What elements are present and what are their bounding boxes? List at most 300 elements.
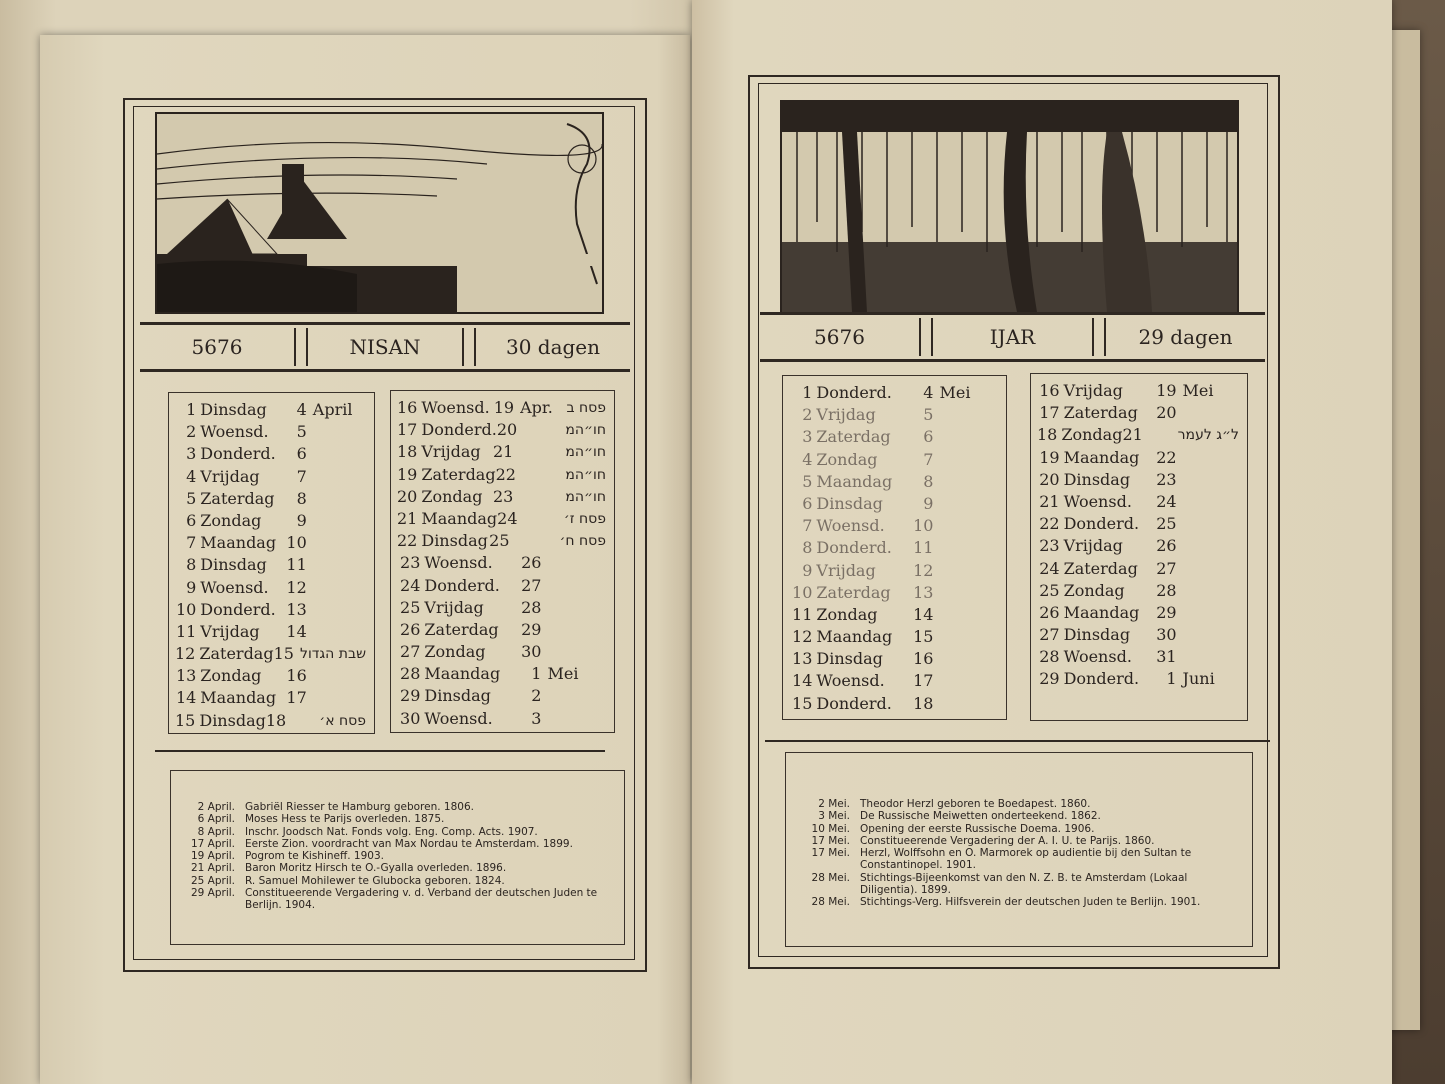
civil-month [1177,646,1239,668]
civil-month [1177,558,1239,580]
day-row [175,443,374,465]
hebrew-note: פסח ח׳ [559,533,606,550]
weekday: Donderd. [200,599,276,619]
day-number: 18 [397,442,418,462]
hebrew-note [606,575,614,597]
civil-date: 16 [913,649,934,669]
illustration-pyramids [155,112,604,314]
header-divider [1092,318,1106,356]
civil-date: 22 [495,464,516,484]
civil-month [1177,602,1239,624]
civil-month [933,626,998,648]
day-row [175,510,374,532]
civil-date: 17 [913,671,934,691]
civil-date: 23 [1156,469,1177,489]
hebrew-note [1239,513,1247,535]
civil-month [1177,580,1239,602]
civil-date: 23 [493,486,514,506]
day-row [1037,447,1247,469]
day-row [397,663,614,685]
civil-date: 12 [913,560,934,580]
civil-month [541,641,606,663]
weekday: Dinsdag [200,400,267,419]
hebrew-note [1239,624,1247,646]
civil-date: 4 [923,383,934,402]
pyramids-icon [157,114,602,312]
day-number: 25 [1039,580,1060,600]
civil-month [307,421,366,443]
day-number: 12 [792,627,813,647]
day-row [1037,513,1247,535]
day-row [397,575,614,597]
month-header-nisan [140,322,630,372]
day-number: 14 [175,688,197,708]
event-date: 17 Mei. [811,847,850,860]
day-number: 28 [400,664,421,684]
day-row [175,554,374,576]
civil-month [933,404,998,426]
event-date: 29 April. [190,887,235,900]
civil-date: 18 [913,693,934,713]
civil-month [933,426,998,448]
event-row [179,862,616,874]
hebrew-note [1239,602,1247,624]
nisan-events [170,770,625,945]
day-number: 4 [186,466,197,486]
header-divider [462,328,476,366]
civil-date: 26 [521,553,542,573]
weekday: Donderd. [816,383,892,402]
day-row [789,670,1006,692]
weekday: Maandag [421,508,498,528]
hebrew-note [366,399,374,421]
day-number: 9 [186,577,197,597]
civil-month [541,552,606,574]
weekday: Zondag [816,449,878,469]
hebrew-note [606,641,614,663]
day-number: 25 [400,597,421,617]
event-date: 17 Mei. [811,834,850,847]
day-number: 29 [1039,669,1060,689]
civil-month [933,537,998,559]
day-row [175,687,374,709]
hebrew-note [366,488,374,510]
day-number: 29 [400,686,421,706]
weekday: Woensd. [816,516,885,536]
civil-date: 29 [1156,602,1177,622]
hebrew-note [1239,535,1247,557]
civil-date: 15 [913,627,934,647]
civil-date: 29 [521,619,542,639]
weekday: Zondag [1063,580,1125,600]
civil-month [933,471,998,493]
day-row [789,604,1006,626]
day-number: 22 [1039,514,1060,534]
civil-date: 20 [496,420,518,440]
civil-date: 10 [286,533,307,553]
day-number: 10 [175,599,197,619]
hebrew-note: ל״ג לעמר [1177,427,1239,444]
day-row [175,532,374,554]
event-date: 2 Mei. [818,798,850,810]
hebrew-note [366,577,374,599]
day-row [1037,624,1247,646]
divider-line [765,740,1270,742]
civil-month [1177,535,1239,557]
civil-month [307,466,366,488]
civil-month: April [312,400,353,419]
civil-date: 6 [296,444,307,464]
weekday: Zaterdag [816,582,891,602]
year-label: 5676 [191,335,243,359]
day-row [397,441,614,463]
event-row [179,813,616,825]
day-number: 18 [1037,425,1058,445]
day-row [1037,380,1247,402]
weekday: Donderd. [816,538,892,558]
day-number: 5 [186,488,197,508]
hebrew-note [366,621,374,643]
weekday: Vrijdag [421,442,481,462]
day-row [175,399,374,421]
civil-date: 19 [1156,381,1177,400]
day-row [1037,558,1247,580]
weekday: Vrijdag [816,405,876,425]
event-row [794,823,1244,835]
civil-date: 24 [497,508,518,528]
day-row [175,577,374,599]
civil-date: 3 [531,708,542,728]
weekday: Maandag [1063,602,1140,622]
hebrew-note [1239,491,1247,513]
weekday: Maandag [424,664,501,684]
civil-month [541,708,606,730]
weekday: Woensd. [1063,647,1132,667]
event-text: Pogrom te Kishineff. 1903. [245,850,384,863]
event-text: Stichtings-Bijeenkomst van den N. Z. B. te Amsterdam (Lokaal Diligentia). 1899. [860,871,1188,897]
civil-month [513,486,565,508]
event-text: Opening der eerste Russische Doema. 1906. [860,822,1095,835]
day-row [789,626,1006,648]
civil-date: 8 [923,471,934,491]
day-number: 27 [1039,625,1060,645]
civil-date: 25 [1156,514,1177,534]
civil-month [307,532,366,554]
weekday: Zondag [424,642,486,662]
weekday: Woensd. [200,422,269,442]
weekday: Zaterdag [816,427,891,447]
civil-month [933,604,998,626]
event-row [794,798,1244,810]
weekday: Dinsdag [199,710,266,730]
day-row [397,552,614,574]
hebrew-note [366,532,374,554]
civil-date: 15 [273,644,294,664]
civil-month: Mei [547,664,579,684]
hebrew-note [606,619,614,641]
day-number: 4 [802,449,813,469]
event-date: 2 April. [197,801,235,813]
ijar-days-col1 [782,375,1007,720]
civil-date: 27 [1156,558,1177,578]
weekday: Zondag [421,486,483,506]
day-number: 2 [186,422,197,442]
civil-date: 20 [1156,403,1177,423]
day-row [1037,646,1247,668]
day-row [175,710,374,732]
civil-date: 9 [296,510,307,530]
civil-date: 5 [923,405,934,425]
hebrew-note: חו״המ [565,466,606,483]
nisan-days-col1 [168,392,375,734]
day-row [789,404,1006,426]
civil-date: 18 [265,710,287,730]
weekday: Dinsdag [816,649,883,669]
day-number: 11 [792,604,813,624]
willow-trees-icon [782,102,1237,312]
hebrew-note: חו״המ [565,444,606,461]
day-number: 7 [802,516,813,536]
hebrew-note [606,552,614,574]
civil-date: 19 [493,398,515,417]
day-row [397,397,614,419]
event-date: 28 Mei. [811,871,850,884]
civil-month [307,554,366,576]
civil-date: 13 [286,599,307,619]
hebrew-note [366,466,374,488]
day-number: 26 [400,619,421,639]
day-number: 14 [792,671,813,691]
hebrew-note [998,471,1006,493]
day-number: 3 [186,444,197,464]
day-number: 19 [397,464,418,484]
weekday: Zaterdag [199,644,274,664]
weekday: Dinsdag [1063,469,1131,489]
hebrew-note: פסח ז׳ [563,510,606,527]
day-number: 27 [400,642,421,662]
weekday: Vrijdag [200,466,260,486]
day-number: 30 [400,708,421,728]
day-number: 22 [397,531,418,551]
event-text: Herzl, Wolffsohn en O. Marmorek op audientie bij den Sultan te Constantinopel. 1901. [860,847,1192,872]
weekday: Dinsdag [421,531,488,551]
hebrew-note [1239,469,1247,491]
weekday: Maandag [816,471,893,491]
hebrew-note [606,708,614,730]
event-text: Eerste Zion. voordracht van Max Nordau te Amsterdam. 1899. [245,837,573,850]
hebrew-note [998,626,1006,648]
civil-date: 27 [521,575,542,595]
day-row [1037,535,1247,557]
civil-month [1177,447,1239,469]
hebrew-note: חו״המ [565,422,606,439]
day-row [1037,668,1247,690]
day-row [397,530,614,552]
civil-month [1177,402,1239,424]
day-number: 19 [1039,447,1060,467]
weekday: Donderd. [424,575,500,595]
hebrew-note [366,443,374,465]
civil-month [518,508,564,530]
event-date: 8 April. [197,825,235,838]
weekday: Donderd. [816,693,892,713]
hebrew-note: פסח א׳ [319,712,366,729]
weekday: Maandag [1063,447,1140,467]
day-number: 24 [400,575,421,595]
day-row [397,419,614,441]
civil-date: 7 [923,449,934,469]
event-date: 25 April. [190,874,235,887]
civil-month [1177,624,1239,646]
civil-month [513,441,565,463]
day-row [397,486,614,508]
day-number: 17 [1039,403,1060,423]
weekday: Vrijdag [1063,536,1123,556]
year-label: 5676 [814,325,865,349]
month-name: IJAR [989,325,1036,349]
day-number: 9 [802,560,813,580]
event-row [794,872,1244,897]
day-number: 3 [802,427,813,447]
hebrew-note [998,604,1006,626]
day-row [789,382,1006,404]
civil-date: 6 [923,427,934,447]
weekday: Zaterdag [421,464,496,484]
hebrew-note [998,449,1006,471]
event-text: Stichtings-Verg. Hilfsverein der deutschen Juden te Berlijn. 1901. [860,896,1201,909]
civil-date: 7 [296,466,307,486]
civil-month [307,443,366,465]
hebrew-note [998,693,1006,715]
civil-date: 1 [1166,669,1177,689]
civil-month [933,449,998,471]
civil-date: 28 [521,597,542,617]
weekday: Woensd. [1063,491,1132,511]
hebrew-note [998,515,1006,537]
civil-month [933,560,998,582]
weekday: Zondag [1061,425,1123,445]
weekday: Zaterdag [424,619,499,639]
month-length: 29 dagen [1138,325,1233,349]
civil-month [517,419,565,441]
weekday: Zaterdag [1063,558,1138,578]
civil-month: Juni [1182,669,1215,689]
day-row [397,685,614,707]
day-number: 17 [397,420,418,440]
ijar-days-col2 [1030,373,1248,721]
divider-line [155,750,605,752]
event-row [179,850,616,862]
weekday: Donderd. [1063,514,1140,534]
weekday: Woensd. [424,708,493,728]
day-row [397,597,614,619]
day-row [397,508,614,530]
civil-month [933,493,998,515]
day-number: 28 [1039,647,1060,667]
day-number: 10 [792,582,813,602]
day-number: 12 [175,644,196,664]
day-row [789,426,1006,448]
header-divider [919,318,933,356]
day-row [1037,580,1247,602]
civil-month [1143,424,1178,446]
day-row [1037,491,1247,513]
civil-date: 11 [913,538,934,558]
civil-month [1177,469,1239,491]
day-row [175,643,374,665]
event-date: 28 Mei. [811,896,850,909]
civil-month [510,530,560,552]
hebrew-note [366,665,374,687]
civil-date: 11 [286,555,307,575]
weekday: Maandag [200,533,277,553]
civil-month [541,619,606,641]
hebrew-note [998,493,1006,515]
day-row [789,582,1006,604]
weekday: Zondag [816,604,878,624]
month-header-ijar [760,312,1265,362]
civil-date: 28 [1156,580,1177,600]
civil-date: 5 [296,422,307,442]
civil-date: 1 [531,664,542,684]
weekday: Zondag [200,510,262,530]
event-text: Inschr. Joodsch Nat. Fonds volg. Eng. Comp. Acts. 1907. [245,825,538,838]
civil-month [933,670,998,692]
civil-month [933,515,998,537]
civil-date: 31 [1156,647,1177,667]
hebrew-note [606,597,614,619]
hebrew-note [998,537,1006,559]
civil-month [541,685,606,707]
civil-month [286,710,319,732]
illustration-willows [780,100,1239,314]
day-number: 20 [1039,469,1060,489]
civil-date: 2 [531,686,542,706]
event-row [179,875,616,887]
hebrew-note [366,687,374,709]
event-row [179,887,616,912]
day-number: 15 [175,710,196,730]
hebrew-note [1239,646,1247,668]
hebrew-note [998,426,1006,448]
event-date: 10 Mei. [811,822,850,835]
civil-date: 9 [923,493,934,513]
hebrew-note [998,582,1006,604]
event-date: 6 April. [197,813,235,826]
ijar-events [785,752,1253,947]
weekday: Zondag [200,666,262,686]
event-text: De Russische Meiwetten onderteekend. 1862. [860,810,1101,823]
hebrew-note [1239,380,1247,402]
day-number: 11 [175,621,197,641]
civil-month [541,575,606,597]
weekday: Dinsdag [816,493,883,513]
civil-month [541,597,606,619]
weekday: Vrijdag [200,621,260,641]
civil-date: 14 [286,621,307,641]
day-number: 8 [802,538,813,558]
civil-date: 24 [1156,491,1177,511]
day-number: 16 [1039,381,1060,400]
weekday: Maandag [816,627,893,647]
civil-date: 17 [286,688,307,708]
event-text: Constitueerende Vergadering der A. I. U. te Parijs. 1860. [860,834,1155,847]
day-number: 2 [802,405,813,425]
day-number: 26 [1039,602,1060,622]
day-row [789,537,1006,559]
day-row [175,466,374,488]
weekday: Donderd. [421,420,497,440]
